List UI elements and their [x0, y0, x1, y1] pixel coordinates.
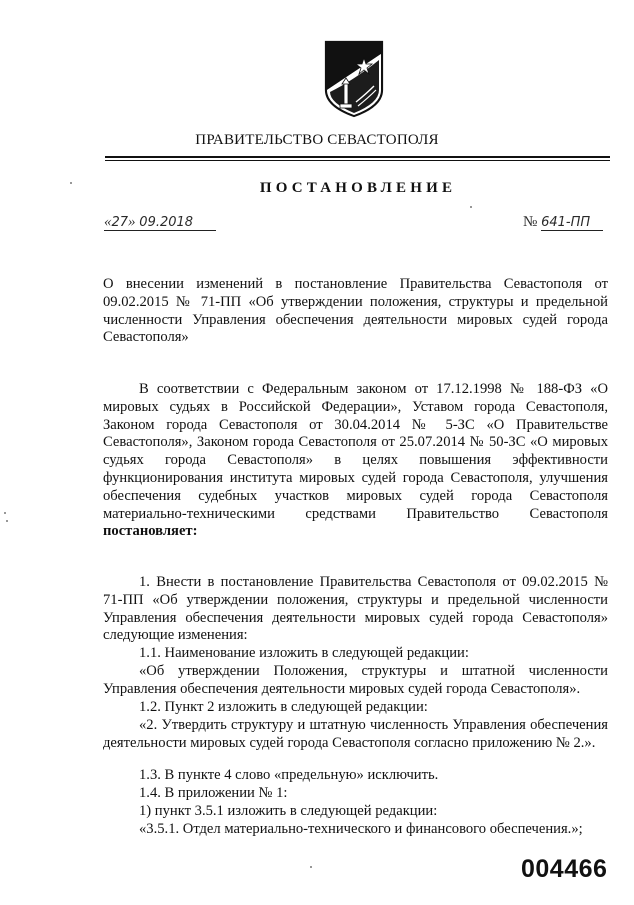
- scan-speck: [310, 866, 312, 868]
- item-1-4-1-text: «3.5.1. Отдел материально-технического и финансового обеспечения.»;: [139, 821, 583, 837]
- number-underline: [541, 230, 603, 231]
- scan-speck: [70, 182, 72, 184]
- date-close-quote: »: [128, 214, 136, 230]
- item-1-4-1: 1) пункт 3.5.1 изложить в следующей редакции:: [139, 803, 438, 819]
- document-type-title: ПОСТАНОВЛЕНИЕ: [259, 180, 457, 196]
- item-1: 1. Внести в постановление Правительства Севастополя от 09.02.2015 № 71-ПП «Об утверждении положения, структуры и предельной численности Управления обеспечения деятельности мировых судей города Севастополя» следующие изменения:: [103, 574, 608, 644]
- document-subject: О внесении изменений в постановление Правительства Севастополя от 09.02.2015 № 71-ПП «Об утверждении положения, структуры и предельной численности Управления обеспечения деятельности мировых судей города Севастополя»: [103, 276, 608, 346]
- scan-speck: [6, 520, 8, 522]
- serial-number: 004466: [521, 855, 608, 883]
- document-date: [104, 214, 193, 231]
- scan-speck: [4, 512, 6, 514]
- header-rule-thick: [105, 156, 610, 158]
- item-1-1-text: «Об утверждении Положения, структуры и штатной численности Управления обеспечения деятельности мировых судей города Севастополя».: [103, 663, 608, 697]
- date-open-quote: «: [104, 214, 112, 230]
- header-rule-thin: [105, 160, 610, 161]
- item-1-2-text: «2. Утвердить структуру и штатную численность Управления обеспечения деятельности мировых судей города Севастополя согласно приложению № 2.».: [103, 717, 608, 751]
- government-name: ПРАВИТЕЛЬСТВО СЕВАСТОПОЛЯ: [195, 132, 439, 148]
- item-1-4: 1.4. В приложении № 1:: [139, 785, 288, 801]
- preamble-text: В соответствии с Федеральным законом от 17.12.1998 № 188-ФЗ «О мировых судьях в Российской Федерации», Уставом города Севастополя, Законом города Севастополя от 30.04.2014 № 5-ЗС «О Правительстве Севастополя», Законом города Севастополя от 25.07.2014 № 50-ЗС «О мировых судьях города Севастополя» в целях повышения эффективности функционирования института мировых судей города Севастополя, улучшения обеспечения судебных участков мировых судей города Севастополя материально-техническими средствами Правительство Севастополя: [103, 381, 608, 522]
- preamble-paragraph: [103, 381, 608, 541]
- document-number: [523, 214, 590, 231]
- date-underline: [104, 230, 216, 231]
- number-value: 641-ПП: [541, 215, 591, 230]
- date-day: 27: [111, 215, 129, 230]
- item-1-2: 1.2. Пункт 2 изложить в следующей редакции:: [139, 699, 428, 715]
- resolve-word: постановляет:: [103, 523, 198, 540]
- scan-speck: [470, 206, 472, 208]
- item-1-3: 1.3. В пункте 4 слово «предельную» исключить.: [139, 767, 439, 783]
- number-sign: №: [523, 214, 538, 230]
- sevastopol-coat-of-arms-icon: [322, 40, 386, 118]
- date-month-year: 09.2018: [139, 215, 194, 230]
- item-1-1: 1.1. Наименование изложить в следующей редакции:: [139, 645, 469, 661]
